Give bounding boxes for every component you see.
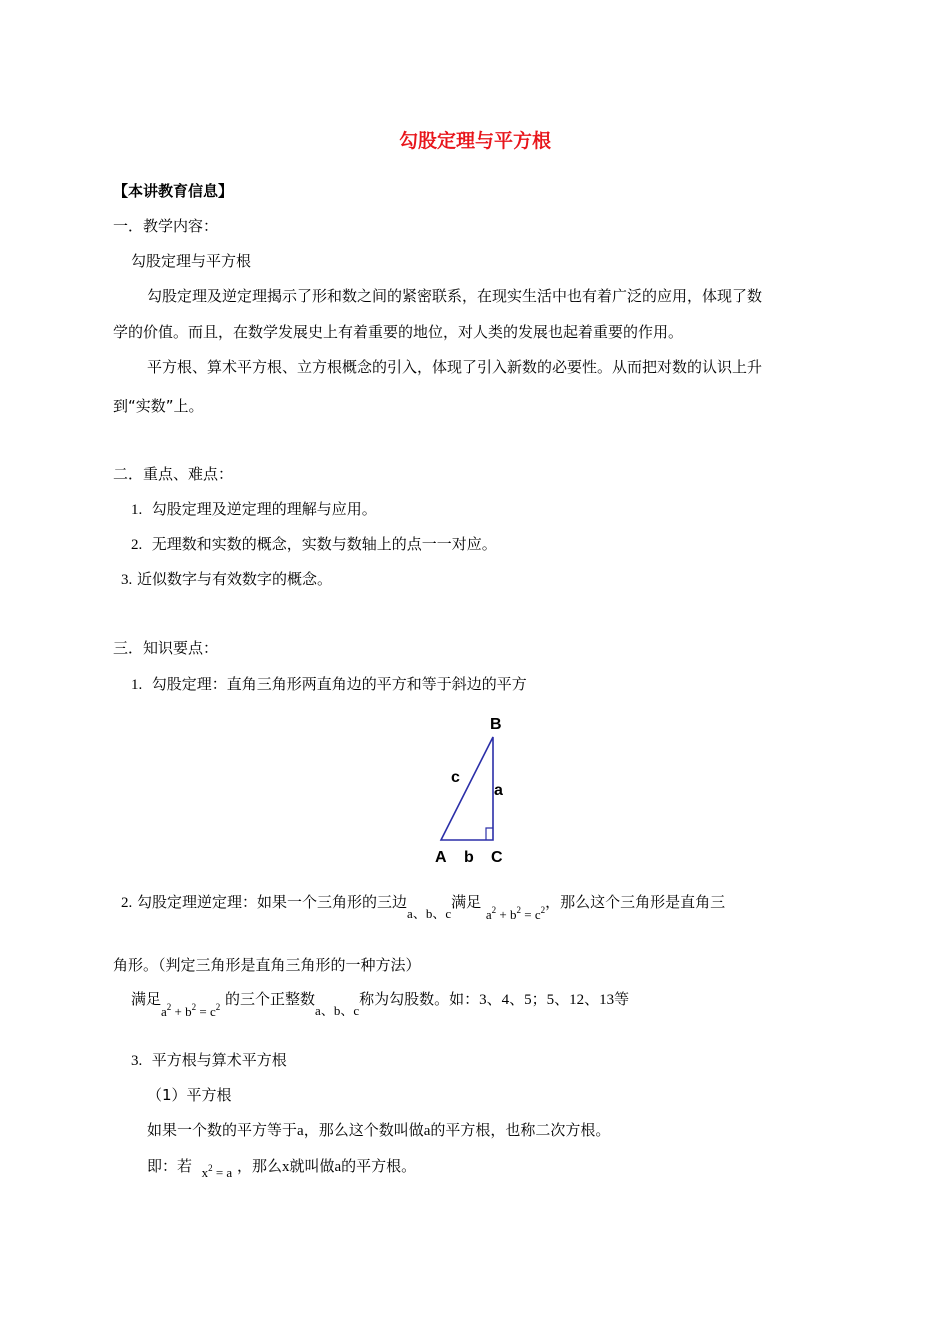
list-item-number: 1. (131, 502, 143, 518)
pythagorean-triples-line: 满足$a^2 + b^2 = c^2$ 的三个正整数a、b、c称为勾股数。如：3、4、5；5、12、13等 (131, 990, 630, 1019)
list-item (131, 498, 377, 519)
page-title: 勾股定理与平方根 (398, 130, 551, 152)
knowledge-item-1-text: 勾股定理：直角三角形两直角边的平方和等于斜边的平方 (151, 675, 527, 693)
list-item-number: 2. (131, 537, 143, 553)
sides-abc: a、b、c (407, 906, 452, 921)
converse-continuation: 角形。（判定三角形是直角三角形的一种方法） (113, 956, 421, 974)
list-item-number: 3. (131, 1053, 143, 1069)
info-heading: 【本讲教育信息】 (113, 182, 234, 200)
vertex-label-b: B (490, 716, 502, 733)
list-item-text: 近似数字与有效数字的概念。 (137, 570, 333, 588)
paragraph-2-line-2: 到“实数”上。 (113, 397, 204, 415)
vertex-label-a: A (435, 849, 447, 866)
square-root-statement: 即：若 $x^2 = a$ ，那么x就叫做a的平方根。 (147, 1157, 417, 1180)
list-item (131, 533, 497, 554)
right-angle-mark (486, 828, 493, 840)
square-root-definition: 如果一个数的平方等于a，那么这个数叫做a的平方根，也称二次方根。 (147, 1121, 611, 1139)
list-item (121, 568, 332, 589)
paragraph-1-line-1: 勾股定理及逆定理揭示了形和数之间的紧密联系，在现实生活中也有着广泛的应用，体现了数 (147, 287, 763, 305)
converse-text: 勾股定理逆定理：如果一个三角形的三边 (137, 893, 408, 911)
knowledge-item-1 (131, 673, 527, 694)
paragraph-1-line-2: 学的价值。而且，在数学发展史上有着重要的地位，对人类的发展也起着重要的作用。 (113, 323, 684, 341)
square-formula: $x^2 = a$ (201, 1163, 233, 1180)
converse-conclusion: ，那么这个三角形是直角三 (545, 893, 726, 911)
section-3-heading: 三．知识要点： (113, 639, 219, 657)
section-1-topic: 勾股定理与平方根 (131, 252, 252, 270)
converse-satisfy: 满足 (451, 893, 482, 911)
side-label-c: c (451, 769, 460, 786)
paragraph-2-line-1: 平方根、算术平方根、立方根概念的引入，体现了引入新数的必要性。从而把对数的认识上升 (147, 358, 763, 376)
knowledge-item-3 (131, 1049, 287, 1070)
knowledge-item-3-text: 平方根与算术平方根 (151, 1051, 287, 1069)
list-item-number: 2. (121, 895, 133, 911)
triple-examples: 3、4、5；5、12、13 (479, 992, 615, 1008)
triangle-shape (441, 737, 493, 840)
list-item-number: 3. (121, 572, 133, 588)
knowledge-item-2 (121, 891, 726, 922)
vertex-label-c: C (491, 849, 503, 866)
list-item-text: 无理数和实数的概念，实数与数轴上的点一一对应。 (151, 535, 497, 553)
section-1-heading: 一．教学内容： (113, 217, 219, 235)
sides-abc: a、b、c (315, 1003, 360, 1018)
list-item-text: 勾股定理及逆定理的理解与应用。 (151, 500, 377, 518)
side-label-b: b (464, 849, 474, 866)
subheading-square-root: （1）平方根 (147, 1086, 232, 1104)
list-item-number: 1. (131, 677, 143, 693)
side-label-a: a (494, 782, 503, 799)
section-2-heading: 二．重点、难点： (113, 465, 234, 483)
pythagorean-formula: $a^2 + b^2 = c^2$ (161, 1002, 221, 1019)
pythagorean-formula: $a^2 + b^2 = c^2$ (485, 905, 546, 922)
right-triangle-figure (420, 705, 530, 870)
